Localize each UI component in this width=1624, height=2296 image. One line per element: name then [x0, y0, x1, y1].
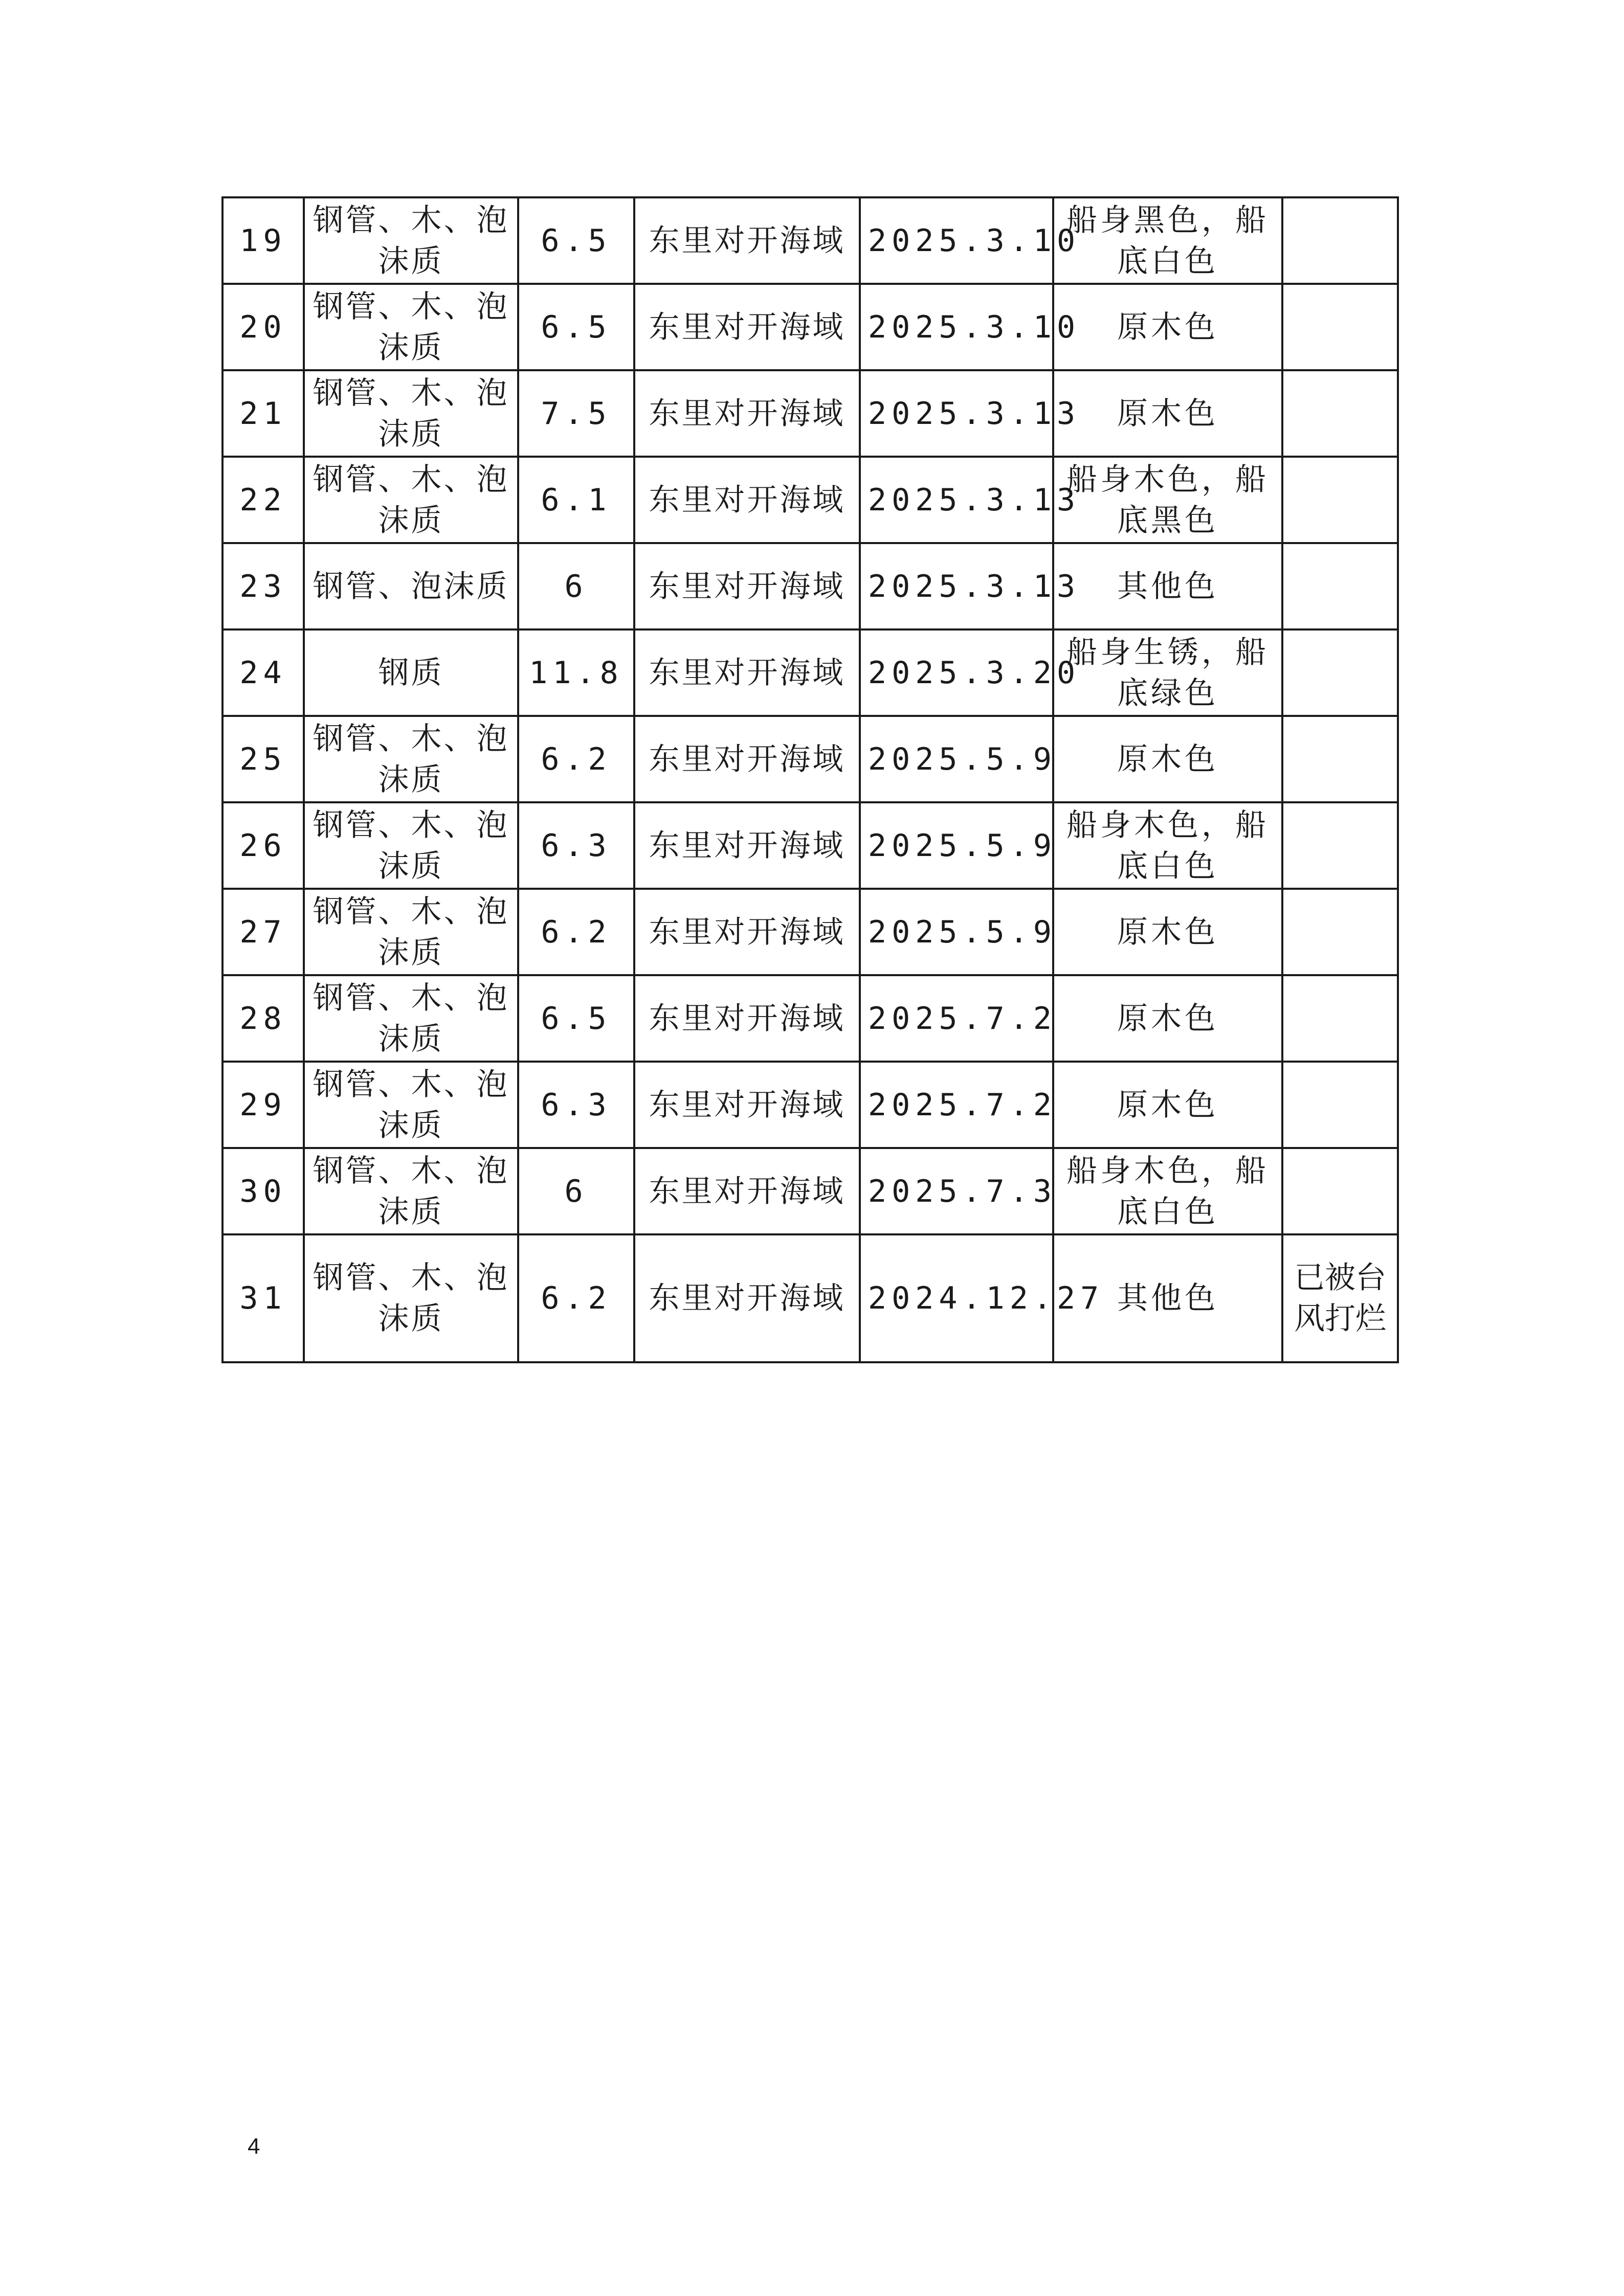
table-row: [223, 802, 1398, 889]
color-cell: 原木色: [1053, 284, 1282, 370]
note-cell: [1282, 370, 1398, 457]
location-cell: 东里对开海域: [634, 889, 860, 975]
note-cell: [1282, 197, 1398, 284]
length-cell: 6: [518, 543, 634, 629]
color-cell: 船身木色，船底白色: [1053, 802, 1282, 889]
location-cell: 东里对开海域: [634, 370, 860, 457]
note-cell: [1282, 1148, 1398, 1234]
date-cell: 2025.3.10: [860, 197, 1053, 284]
material-cell: 钢管、木、泡沫质: [304, 889, 518, 975]
table-row: [223, 457, 1398, 543]
row-number: 21: [223, 370, 304, 457]
location-cell: 东里对开海域: [634, 284, 860, 370]
material-cell: 钢管、木、泡沫质: [304, 1062, 518, 1148]
color-cell: 原木色: [1053, 975, 1282, 1062]
table-row: [223, 629, 1398, 716]
color-cell: 船身木色，船底黑色: [1053, 457, 1282, 543]
color-cell: 船身黑色，船底白色: [1053, 197, 1282, 284]
material-cell: 钢管、木、泡沫质: [304, 284, 518, 370]
length-cell: 6.3: [518, 802, 634, 889]
length-cell: 6.5: [518, 284, 634, 370]
length-cell: 7.5: [518, 370, 634, 457]
table-row: [223, 1148, 1398, 1234]
date-cell: 2025.3.13: [860, 370, 1053, 457]
table-row: [223, 716, 1398, 802]
length-cell: 6: [518, 1148, 634, 1234]
table-row: [223, 370, 1398, 457]
table-row: [223, 889, 1398, 975]
row-number: 22: [223, 457, 304, 543]
material-cell: 钢管、木、泡沫质: [304, 1148, 518, 1234]
row-number: 29: [223, 1062, 304, 1148]
location-cell: 东里对开海域: [634, 457, 860, 543]
row-number: 28: [223, 975, 304, 1062]
location-cell: 东里对开海域: [634, 1234, 860, 1362]
note-cell: [1282, 889, 1398, 975]
color-cell: 其他色: [1053, 1234, 1282, 1362]
date-cell: 2025.5.9: [860, 716, 1053, 802]
row-number: 26: [223, 802, 304, 889]
location-cell: 东里对开海域: [634, 629, 860, 716]
location-cell: 东里对开海域: [634, 716, 860, 802]
note-cell: [1282, 975, 1398, 1062]
page-number: 4: [248, 2134, 260, 2159]
location-cell: 东里对开海域: [634, 1062, 860, 1148]
material-cell: 钢管、木、泡沫质: [304, 1234, 518, 1362]
color-cell: 原木色: [1053, 889, 1282, 975]
color-cell: 原木色: [1053, 370, 1282, 457]
table-row: [223, 1234, 1398, 1362]
material-cell: 钢质: [304, 629, 518, 716]
note-cell: [1282, 802, 1398, 889]
material-cell: 钢管、木、泡沫质: [304, 802, 518, 889]
table-row: [223, 1062, 1398, 1148]
row-number: 25: [223, 716, 304, 802]
date-cell: 2025.5.9: [860, 889, 1053, 975]
date-cell: 2025.5.9: [860, 802, 1053, 889]
material-cell: 钢管、木、泡沫质: [304, 457, 518, 543]
date-cell: 2025.3.10: [860, 284, 1053, 370]
row-number: 19: [223, 197, 304, 284]
length-cell: 6.2: [518, 716, 634, 802]
table-row: [223, 197, 1398, 284]
color-cell: 原木色: [1053, 716, 1282, 802]
location-cell: 东里对开海域: [634, 543, 860, 629]
length-cell: 11.8: [518, 629, 634, 716]
material-cell: 钢管、木、泡沫质: [304, 975, 518, 1062]
row-number: 30: [223, 1148, 304, 1234]
date-cell: 2025.7.2: [860, 1062, 1053, 1148]
material-cell: 钢管、木、泡沫质: [304, 716, 518, 802]
row-number: 23: [223, 543, 304, 629]
date-cell: 2024.12.27: [860, 1234, 1053, 1362]
note-cell: [1282, 543, 1398, 629]
length-cell: 6.1: [518, 457, 634, 543]
table-row: [223, 975, 1398, 1062]
table-row: [223, 543, 1398, 629]
date-cell: 2025.7.3: [860, 1148, 1053, 1234]
note-cell: 已被台风打烂: [1282, 1234, 1398, 1362]
date-cell: 2025.3.13: [860, 457, 1053, 543]
length-cell: 6.5: [518, 975, 634, 1062]
color-cell: 其他色: [1053, 543, 1282, 629]
row-number: 27: [223, 889, 304, 975]
date-cell: 2025.7.2: [860, 975, 1053, 1062]
row-number: 24: [223, 629, 304, 716]
table-row: [223, 284, 1398, 370]
location-cell: 东里对开海域: [634, 1148, 860, 1234]
note-cell: [1282, 629, 1398, 716]
row-number: 31: [223, 1234, 304, 1362]
vessel-table: [221, 196, 1399, 1363]
note-cell: [1282, 1062, 1398, 1148]
note-cell: [1282, 457, 1398, 543]
note-cell: [1282, 716, 1398, 802]
material-cell: 钢管、木、泡沫质: [304, 370, 518, 457]
color-cell: 原木色: [1053, 1062, 1282, 1148]
color-cell: 船身木色，船底白色: [1053, 1148, 1282, 1234]
length-cell: 6.2: [518, 1234, 634, 1362]
date-cell: 2025.3.20: [860, 629, 1053, 716]
row-number: 20: [223, 284, 304, 370]
location-cell: 东里对开海域: [634, 802, 860, 889]
location-cell: 东里对开海域: [634, 197, 860, 284]
color-cell: 船身生锈，船底绿色: [1053, 629, 1282, 716]
location-cell: 东里对开海域: [634, 975, 860, 1062]
material-cell: 钢管、木、泡沫质: [304, 197, 518, 284]
length-cell: 6.5: [518, 197, 634, 284]
length-cell: 6.3: [518, 1062, 634, 1148]
note-cell: [1282, 284, 1398, 370]
material-cell: 钢管、泡沫质: [304, 543, 518, 629]
length-cell: 6.2: [518, 889, 634, 975]
date-cell: 2025.3.13: [860, 543, 1053, 629]
